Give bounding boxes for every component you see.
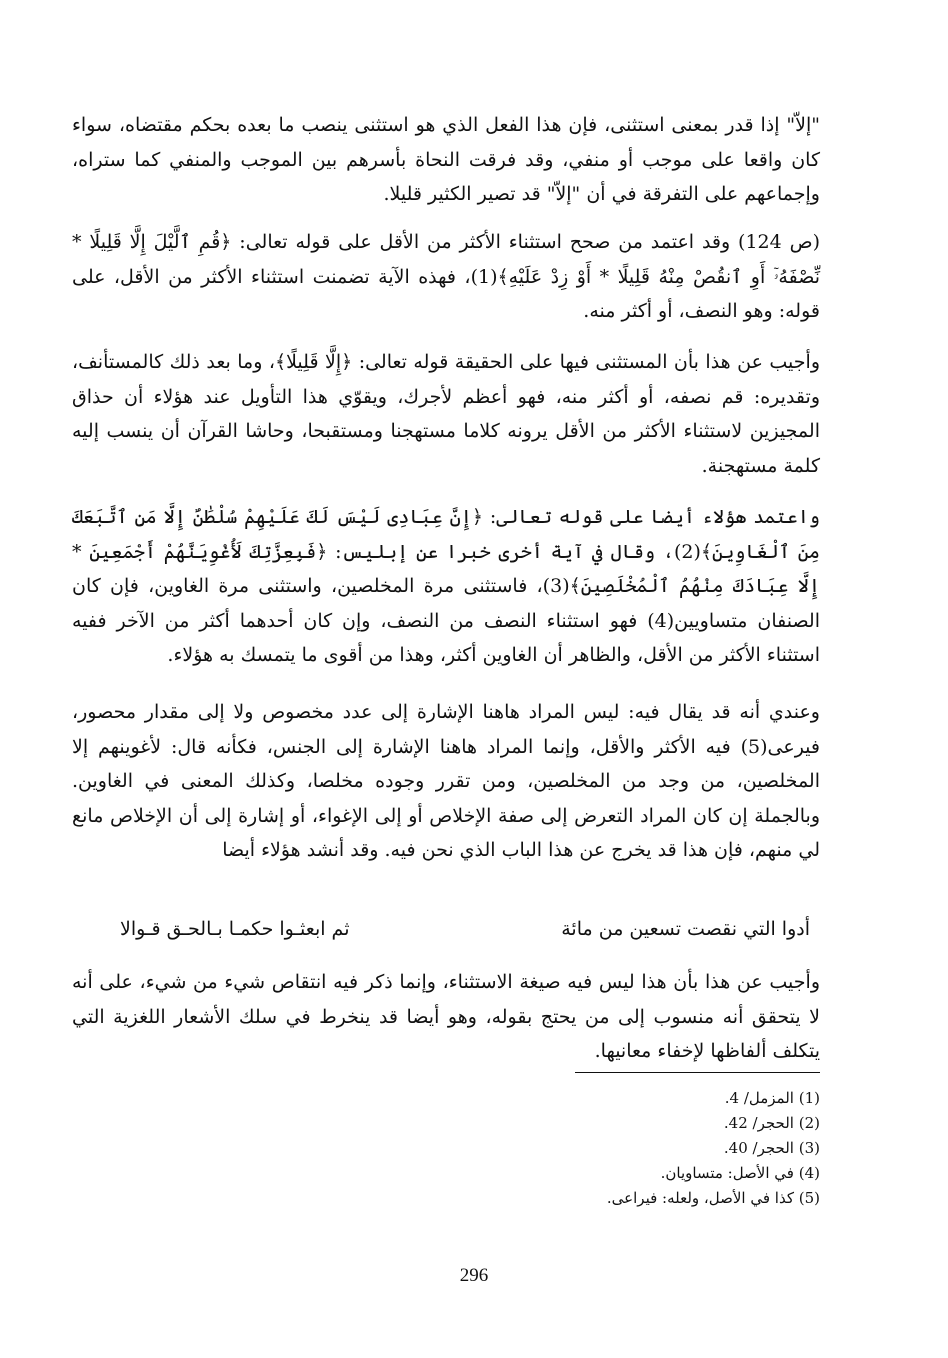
poetry-verse	[120, 912, 810, 946]
paragraph-3: وأجيب عن هذا بأن المستثنى فيها على الحقيقة قوله تعالى: ﴿إِلَّا قَلِيلًا﴾، وما بعد ذلك كالمستأنف، وتقديره: قم نصفه، أو أكثر منه، فهو أعظم لأجرك، ويقوّي هذا التأويل عند هؤلاء أن حذاق المجيزين لاستثناء الأكثر من الأقل يرونه كلاما مستهجنا ومستقبحا، وحاشا القرآن أن ينسب إليه كلمة مستهجنة.	[72, 351, 820, 477]
footnote-divider	[575, 1072, 820, 1073]
footnote-2: (2) الحجر/ 42.	[723, 1114, 820, 1132]
footnotes-list	[420, 1086, 820, 1211]
paragraph-2: (ص 124) وقد اعتمد من صحح استثناء الأكثر من الأقل على قوله تعالى: ﴿قُمِ ٱلَّيْلَ إِلَّا قَلِيلًا * نِّصْفَهُۥٓ أَوِ ٱنقُصْ مِنْهُ قَلِيلًا * أَوْ زِدْ عَلَيْهِ﴾(1)، فهذه الآية تضمنت استثناء الأكثر من الأقل، على قوله: وهو النصف، أو أكثر منه.	[72, 231, 820, 322]
paragraph-1: "إلاّ" إذا قدر بمعنى استثنى، فإن هذا الفعل الذي هو استثنى ينصب ما بعده بحكم مقتضاه، سواء كان واقعا على موجب أو منفي، وقد فرقت النحاة بأسرهم بين الموجب والمنفي كما ستراه، وإجماعهم على التفرقة في أن "إلاّ" قد تصير الكثير قليلا.	[72, 114, 820, 205]
footnote-1: (1) المزمل/ 4.	[724, 1089, 820, 1107]
paragraph-5: وعندي أنه قد يقال فيه: ليس المراد هاهنا الإشارة إلى عدد مخصوص ولا إلى مقدار محصور، فيرعى(5) فيه الأكثر والأقل، وإنما المراد هاهنا الإشارة إلى الجنس، فكأنه قال: لأغوينهم إلا المخلصين، من وجد من المخلصين، ومن تقرر وجوده مخلصا، وكذلك المعنى في الغاوين. وبالجملة إن كان المراد التعرض إلى صفة الإخلاص أو إلى الإغواء، أو إشارة إلى أن الإخلاص مانع لي منهم، فإن هذا قد يخرج عن هذا الباب الذي نحن فيه. وقد أنشد هؤلاء أيضا	[72, 701, 820, 861]
paragraph-6: وأجيب عن هذا بأن هذا ليس فيه صيغة الاستثناء، وإنما ذكر فيه انتقاص شيء من شيء، على أنه لا يتحقق أنه منسوب إلى من يحتج بقوله، وهو أيضا قد ينخرط في سلك الأشعار اللغزية التي يتكلف ألفاظها لإخفاء معانيها.	[72, 971, 820, 1062]
verse-second-hemistich: ثم ابعثـوا حكمـا بـالحـق قـوالا	[120, 918, 350, 940]
document-page	[72, 100, 820, 1290]
verse-first-hemistich: أدوا التي نقصت تسعين من مائة	[561, 918, 810, 940]
footnote-4: (4) في الأصل: متساويان.	[660, 1164, 820, 1182]
paragraph-4: واعتمد هؤلاء أيضا على قوله تعالى: ﴿إِنَّ عِبَادِى لَيْسَ لَكَ عَلَيْهِمْ سُلْطَٰنٌ إِلَّا مَنِ ٱتَّبَعَكَ مِنَ ٱلْغَاوِينَ﴾(2)، وقال في آية أخرى خبرا عن إبليس: ﴿فَبِعِزَّتِكَ لَأُغْوِيَنَّهُمْ أَجْمَعِينَ * إِلَّا عِبَادَكَ مِنْهُمُ ٱلْمُخْلَصِينَ﴾(3)، فاستثنى مرة المخلصين، واستثنى مرة الغاوين، فإن كان الصنفان متساويين(4) فهو استثناء النصف من النصف، وإن كان أحدهما أكثر من الآخر ففيه استثناء الأكثر من الأقل، والظاهر أن الغاوين أكثر، وهذا من أقوى ما يتمسك به هؤلاء.	[72, 506, 821, 666]
page-number: 296	[459, 1265, 489, 1286]
footnote-3: (3) الحجر/ 40.	[723, 1139, 820, 1157]
footnote-5: (5) كذا في الأصل، ولعله: فيراعى.	[606, 1189, 820, 1207]
